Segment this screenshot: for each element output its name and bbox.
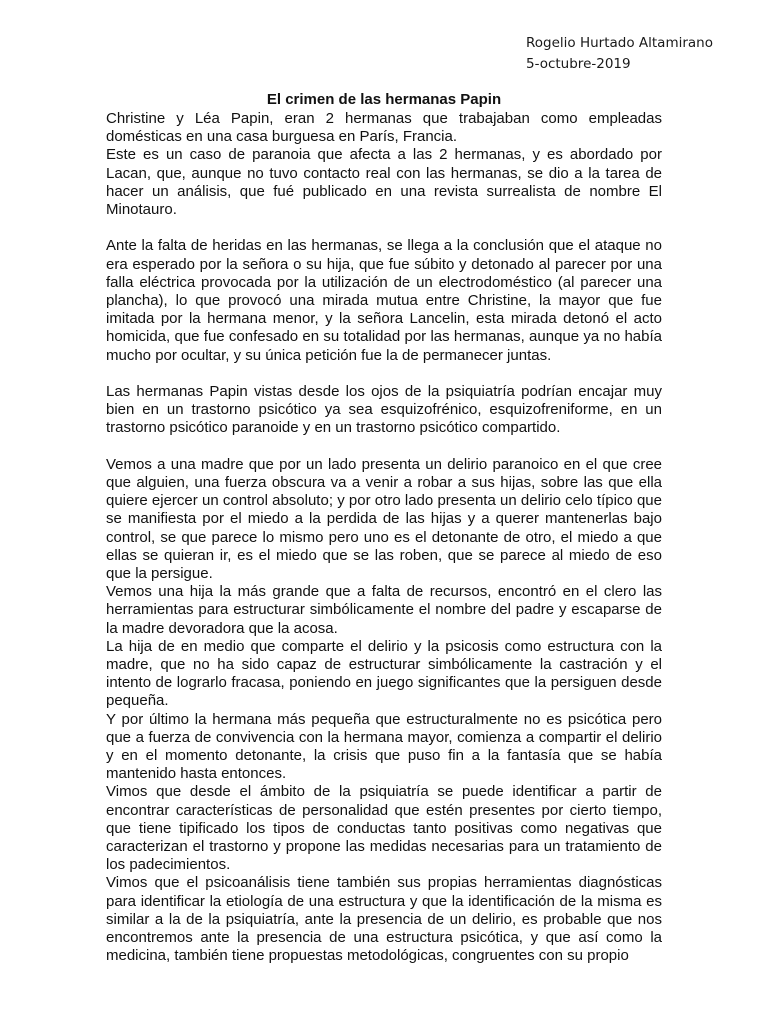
document-header xyxy=(526,33,713,75)
document-body xyxy=(106,110,662,966)
paragraph-4: Las hermanas Papin vistas desde los ojos de la psiquiatría podrían encajar muy bien en un trastorno psicótico ya sea esquizofrénico, esquizofreniforme, en un trastorno psicótico paranoide y en un trastorno psicótico compartido. xyxy=(106,383,662,437)
paragraph-8: Y por último la hermana más pequeña que estructuralmente no es psicótica pero que a fuerza de convivencia con la hermana mayor, comienza a compartir el delirio y en el momento detonante, la crisis que puso fin a la fantasía que se había mantenido hasta entonces. xyxy=(106,710,662,783)
paragraph-10: Vimos que el psicoanálisis tiene también sus propias herramientas diagnósticas para identificar la etiología de una estructura y que la identificación de la misma es similar a la de la psiquiatría, ante la presencia de un delirio, es probable que nos encontremos ante la presencia de una estructura psicótica, y que así como la medicina, también tiene propuestas metodológicas, congruentes con su propio xyxy=(106,874,662,965)
document-date: 5-octubre-2019 xyxy=(526,56,631,72)
author-name: Rogelio Hurtado Altamirano xyxy=(526,35,713,51)
paragraph-5: Vemos a una madre que por un lado presenta un delirio paranoico en el que cree que alguien, una fuerza obscura va a venir a robar a sus hijas, sobre las que ella quiere ejercer un control absoluto; y por otro lado presenta un delirio celo típico que se manifiesta por el miedo a la perdida de las hijas y a querer mantenerlas bajo control, se que parece lo mismo pero uno es el detonante de otro, el miedo a que ellas se quieran ir, es el miedo que se las roben, que se parece al miedo de eso que la persigue. xyxy=(106,455,662,583)
paragraph-9: Vimos que desde el ámbito de la psiquiatría se puede identificar a partir de encontrar características de personalidad que estén presentes por cierto tiempo, que tiene tipificado los tipos de conductas tanto positivas como negativas que caracterizan el trastorno y propone las medidas necesarias para un tratamiento de los padecimientos. xyxy=(106,783,662,874)
document-title: El crimen de las hermanas Papin xyxy=(266,91,502,108)
paragraph-1: Christine y Léa Papin, eran 2 hermanas que trabajaban como empleadas domésticas en una casa burguesa en París, Francia. xyxy=(106,110,662,146)
paragraph-3: Ante la falta de heridas en las hermanas, se llega a la conclusión que el ataque no era esperado por la señora o su hija, que fue súbito y detonado al parecer por una falla eléctrica provocada por la utilización de un electrodoméstico (al parecer una plancha), lo que provocó una mirada mutua entre Christine, la mayor que fue imitada por la hermana menor, y la señora Lancelin, esta mirada detonó el acto homicida, que fue confesado en su totalidad por las hermanas, aunque ya no había mucho por ocultar, y su única petición fue la de permanecer juntas. xyxy=(106,237,662,364)
paragraph-6: Vemos una hija la más grande que a falta de recursos, encontró en el clero las herramientas para estructurar simbólicamente el nombre del padre y escaparse de la madre devoradora que la acosa. xyxy=(106,583,662,637)
paragraph-7: La hija de en medio que comparte el delirio y la psicosis como estructura con la madre, que no ha sido capaz de estructurar simbólicamente la castración y el intento de lograrlo fracasa, poniendo en juego significantes que la persiguen desde pequeña. xyxy=(106,637,662,710)
paragraph-2: Este es un caso de paranoia que afecta a las 2 hermanas, y es abordado por Lacan, que, aunque no tuvo contacto real con las hermanas, se dio a la tarea de hacer un análisis, que fué publicado en una revista surrealista de nombre El Minotauro. xyxy=(106,146,662,219)
